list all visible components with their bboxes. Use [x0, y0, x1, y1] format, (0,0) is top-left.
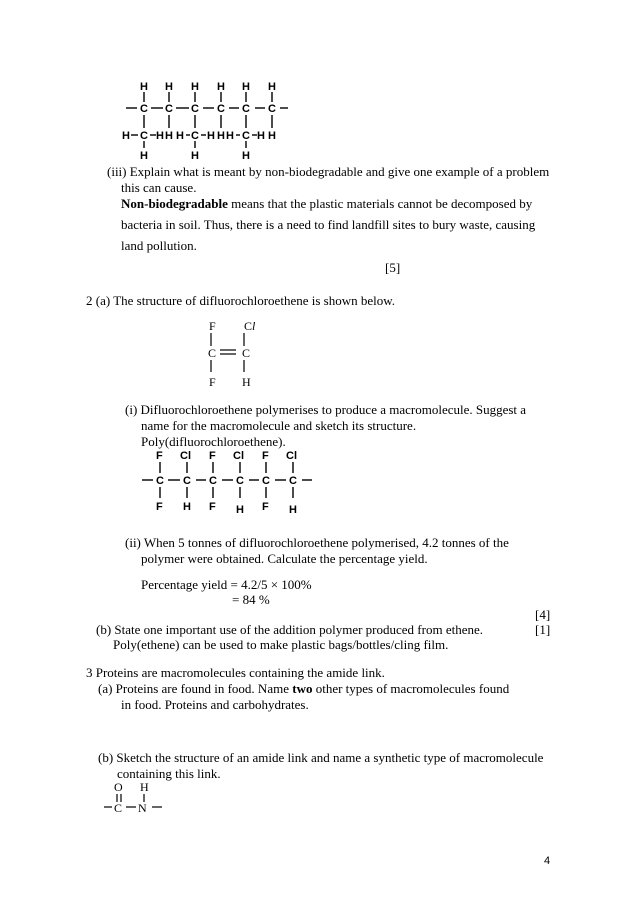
atom-label: Cl: [233, 450, 244, 462]
atom-label: C: [208, 346, 217, 360]
atom-label: C: [140, 103, 148, 115]
amide-bonds: [104, 794, 162, 807]
atom-label: F: [209, 319, 216, 333]
atom-label: F: [262, 450, 269, 462]
atom-label: C: [236, 475, 244, 487]
atom-label: H: [217, 81, 225, 93]
atom-label: H: [140, 780, 149, 794]
atom-label: C: [165, 103, 173, 115]
atom-label: C: [242, 103, 250, 115]
atom-label: H: [176, 130, 184, 142]
atom-label: H: [191, 150, 199, 162]
atom-label: H: [207, 130, 215, 142]
atom-label: C: [262, 475, 270, 487]
atom-label: H: [165, 81, 173, 93]
q2-b-marks: [1]: [535, 622, 551, 637]
atom-label: H: [156, 130, 164, 142]
atom-label: C: [268, 103, 276, 115]
q2-i-answer: Poly(difluorochloroethene).: [141, 434, 286, 449]
q1-marks: [5]: [385, 260, 401, 275]
q1-iii-question-line1: (iii) Explain what is meant by non-biodegradable and give one example of a problem: [107, 164, 550, 179]
atom-label: C: [289, 475, 297, 487]
atom-label: Cl: [180, 450, 191, 462]
atom-label: F: [156, 450, 163, 462]
q2-a-stem: 2 (a) The structure of difluorochloroethene is shown below.: [86, 293, 396, 308]
atom-label: H: [242, 150, 250, 162]
atom-label: F: [262, 501, 269, 513]
atom-label: F: [209, 501, 216, 513]
atom-label: N: [138, 801, 147, 815]
atom-label: H: [165, 130, 173, 142]
atom-label: H: [268, 130, 276, 142]
q2-i-question-line2: name for the macromolecule and sketch its structure.: [141, 418, 417, 433]
atom-label: C: [191, 130, 199, 142]
q1-iii-question-line2: this can cause.: [121, 180, 197, 195]
q2-calc-line2: = 84 %: [232, 592, 270, 607]
q2-marks-a: [4]: [535, 607, 551, 622]
q1-iii-answer-line3: land pollution.: [121, 238, 197, 253]
atom-label: C: [140, 130, 148, 142]
atom-label: l: [252, 319, 256, 333]
q2-ii-question-line1: (ii) When 5 tonnes of difluorochloroethene polymerised, 4.2 tonnes of the: [125, 535, 509, 550]
answer-text: means that the plastic materials cannot be decomposed by: [227, 196, 533, 211]
atom-label: C: [217, 103, 225, 115]
q1-iii-answer-line2: bacteria in soil. Thus, there is a need to find landfill sites to bury waste, causing: [121, 217, 536, 232]
atom-label: C: [183, 475, 191, 487]
page-number: 4: [544, 855, 551, 867]
atom-label: C: [156, 475, 164, 487]
atom-label: H: [122, 130, 130, 142]
q3-b-line2: containing this link.: [117, 766, 221, 781]
q2-calc-line1: Percentage yield = 4.2/5 × 100%: [141, 577, 312, 592]
atom-label: H: [140, 81, 148, 93]
atom-label: Cl: [286, 450, 297, 462]
atom-label: C: [242, 346, 251, 360]
q3-a-post: other types of macromolecules found: [312, 681, 510, 696]
atom-label: H: [236, 504, 244, 516]
q3-a-pre: (a) Proteins are found in food. Name: [98, 681, 293, 696]
q2-b-question: (b) State one important use of the addition polymer produced from ethene.: [96, 622, 483, 637]
atom-label: F: [156, 501, 163, 513]
atom-label: C: [244, 319, 253, 333]
atom-label: C: [242, 130, 250, 142]
atom-label: H: [217, 130, 225, 142]
q2-ii-question-line2: polymer were obtained. Calculate the percentage yield.: [141, 551, 428, 566]
q3-a-line2: in food. Proteins and carbohydrates.: [121, 697, 309, 712]
atom-label: C: [209, 475, 217, 487]
atom-label: H: [183, 501, 191, 513]
atom-label: H: [289, 504, 297, 516]
atom-label: H: [191, 81, 199, 93]
answer-bold-term: Non-biodegradable: [121, 196, 228, 211]
atom-label: F: [209, 375, 216, 389]
q2-b-answer: Poly(ethene) can be used to make plastic bags/bottles/cling film.: [113, 637, 449, 652]
atom-label: C: [191, 103, 199, 115]
atom-label: H: [242, 81, 250, 93]
q2-i-question-line1: (i) Difluorochloroethene polymerises to produce a macromolecule. Suggest a: [125, 402, 527, 417]
atom-label: H: [226, 130, 234, 142]
q3-a-bold: two: [292, 681, 313, 696]
q3-b-line1: (b) Sketch the structure of an amide link and name a synthetic type of macromolecule: [98, 750, 544, 765]
atom-label: F: [209, 450, 216, 462]
atom-label: H: [257, 130, 265, 142]
atom-label: H: [140, 150, 148, 162]
atom-label: H: [242, 375, 251, 389]
atom-label: C: [114, 801, 123, 815]
atom-label: H: [268, 81, 276, 93]
atom-label: O: [114, 780, 123, 794]
q3-stem: 3 Proteins are macromolecules containing the amide link.: [86, 665, 385, 680]
